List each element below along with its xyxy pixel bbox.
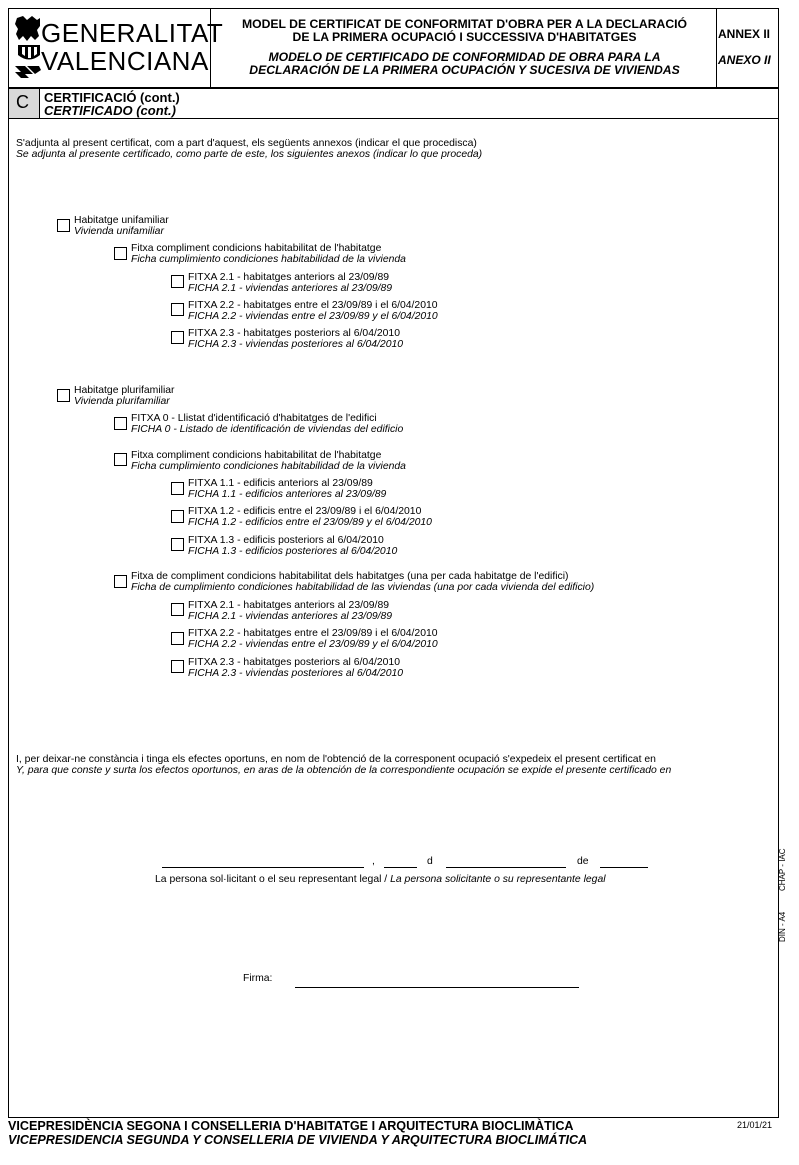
checkbox-fitxa-1-3[interactable]	[171, 538, 184, 551]
checkbox-uni-fitxa-2-1[interactable]	[171, 275, 184, 288]
logo-text-line1: GENERALITAT	[41, 18, 224, 48]
pluri-fitxa-2-3-es: FICHA 2.3 - viviendas posteriores al 6/04/2010	[188, 668, 404, 679]
pluri-ficha-edif-es: Ficha cumplimiento condiciones habitabilidad de la vivienda	[131, 461, 406, 472]
uni-ficha-ca: Fitxa compliment condicions habitabilitat de l'habitatge	[131, 243, 382, 254]
pluri-fitxa-2-2-label	[188, 628, 438, 650]
checkbox-plurifamiliar[interactable]	[57, 389, 70, 402]
fitxa-0-es: FICHA 0 - Listado de identificación de viviendas del edificio	[131, 424, 404, 435]
annex-ca: ANNEX II	[718, 27, 771, 41]
fitxa-1-2-ca: FITXA 1.2 - edificis entre el 23/09/89 i el 6/04/2010	[188, 506, 422, 517]
pluri-ficha-edif-ca: Fitxa compliment condicions habitabilitat de l'habitatge	[131, 450, 382, 461]
checkbox-fitxa-1-2[interactable]	[171, 510, 184, 523]
closing-text	[16, 754, 671, 776]
pluri-fitxa-2-1-ca: FITXA 2.1 - habitatges anteriors al 23/09/89	[188, 600, 390, 611]
annex-es: ANEXO II	[718, 53, 771, 67]
uni-ficha-label	[131, 243, 406, 265]
checkbox-pluri-fitxa-2-3[interactable]	[171, 660, 184, 673]
logo-text-line2: VALENCIANA	[41, 46, 209, 76]
closing-ca: I, per deixar-ne constància i tinga els efectes oportuns, en nom de l'obtenció de la corresponent ocupació s'expedeix el present certificat en	[16, 754, 656, 765]
uni-fitxa-2-3-es: FICHA 2.3 - viviendas posteriores al 6/04/2010	[188, 339, 404, 350]
pluri-ficha-viv-ca: Fitxa de compliment condicions habitabilitat dels habitatges (una per cada habitatge de l'edifici)	[131, 571, 569, 582]
uni-fitxa-2-1-es: FICHA 2.1 - viviendas anteriores al 23/09/89	[188, 283, 393, 294]
annex-cell	[716, 8, 779, 88]
unifamiliar-ca: Habitatge unifamiliar	[74, 215, 169, 226]
signatory-caption-ca: La persona sol·licitant o el seu representant legal /	[155, 874, 391, 885]
intro-ca: S'adjunta al present certificat, com a part d'aquest, els següents annexos (indicar el que procedisca)	[16, 138, 477, 149]
signatory-caption	[155, 874, 606, 885]
unifamiliar-es: Vivienda unifamiliar	[74, 226, 164, 237]
title-ca-line2: DE LA PRIMERA OCUPACIÓ I SUCCESSIVA D'HABITATGES	[292, 30, 637, 44]
uni-fitxa-2-2-label	[188, 300, 438, 322]
side-chap-label: CHAP - IAC	[778, 848, 787, 891]
pluri-ficha-viv-label	[131, 571, 594, 593]
checkbox-uni-fitxa-2-3[interactable]	[171, 331, 184, 344]
checkbox-unifamiliar[interactable]	[57, 219, 70, 232]
fitxa-1-3-ca: FITXA 1.3 - edificis posteriors al 6/04/2010	[188, 535, 384, 546]
day-field[interactable]	[384, 867, 417, 868]
fitxa-0-label	[131, 413, 403, 435]
date-de: de	[577, 856, 589, 867]
fitxa-1-2-es: FICHA 1.2 - edificios entre el 23/09/89 y el 6/04/2010	[188, 517, 432, 528]
uni-ficha-es: Ficha cumplimiento condiciones habitabilidad de la vivienda	[131, 254, 406, 265]
pluri-ficha-edif-label	[131, 450, 406, 472]
pluri-fitxa-2-2-ca: FITXA 2.2 - habitatges entre el 23/09/89 i el 6/04/2010	[188, 628, 438, 639]
checkbox-pluri-ficha-edif[interactable]	[114, 453, 127, 466]
intro-es: Se adjunta al presente certificado, como parte de este, los siguientes anexos (indicar lo que proceda)	[16, 149, 483, 160]
plurifamiliar-es: Vivienda plurifamiliar	[74, 396, 170, 407]
uni-fitxa-2-2-ca: FITXA 2.2 - habitatges entre el 23/09/89 i el 6/04/2010	[188, 300, 438, 311]
fitxa-1-2-label	[188, 506, 432, 528]
checkbox-uni-fitxa-2-2[interactable]	[171, 303, 184, 316]
fitxa-1-1-es: FICHA 1.1 - edificios anteriores al 23/09/89	[188, 489, 387, 500]
footer-date: 21/01/21	[737, 1120, 773, 1130]
pluri-fitxa-2-3-ca: FITXA 2.3 - habitatges posteriors al 6/04/2010	[188, 657, 400, 668]
uni-fitxa-2-3-label	[188, 328, 403, 350]
section-title-es: CERTIFICADO (cont.)	[44, 103, 176, 118]
side-din-label: DIN - A4	[778, 911, 787, 942]
plurifamiliar-label	[74, 385, 175, 407]
unifamiliar-label	[74, 215, 169, 237]
checkbox-uni-ficha[interactable]	[114, 247, 127, 260]
firma-field[interactable]	[295, 987, 579, 988]
uni-fitxa-2-3-ca: FITXA 2.3 - habitatges posteriors al 6/04/2010	[188, 328, 400, 339]
checkbox-fitxa-1-1[interactable]	[171, 482, 184, 495]
fitxa-1-1-ca: FITXA 1.1 - edificis anteriors al 23/09/89	[188, 478, 373, 489]
footer-ca: VICEPRESIDÈNCIA SEGONA I CONSELLERIA D'HABITATGE I ARQUITECTURA BIOCLIMÀTICA	[8, 1119, 574, 1133]
section-letter: C	[16, 92, 29, 112]
title-spanish	[212, 51, 717, 77]
signatory-caption-es: La persona solicitante o su representante legal	[390, 874, 606, 885]
content-frame	[8, 118, 779, 1118]
title-es-line1: MODELO DE CERTIFICADO DE CONFORMIDAD DE OBRA PARA LA	[268, 50, 661, 64]
fitxa-1-3-es: FICHA 1.3 - edificios posteriores al 6/04/2010	[188, 546, 398, 557]
checkbox-pluri-ficha-viv[interactable]	[114, 575, 127, 588]
plurifamiliar-ca: Habitatge plurifamiliar	[74, 385, 175, 396]
pluri-fitxa-2-3-label	[188, 657, 403, 679]
pluri-ficha-viv-es: Ficha de cumplimiento condiciones habitabilidad de las viviendas (una por cada vivienda del edificio)	[131, 582, 595, 593]
fitxa-0-ca: FITXA 0 - Llistat d'identificació d'habitatges de l'edifici	[131, 413, 377, 424]
date-comma: ,	[372, 856, 375, 867]
month-field[interactable]	[446, 867, 566, 868]
generalitat-logo	[13, 14, 43, 82]
checkbox-pluri-fitxa-2-2[interactable]	[171, 632, 184, 645]
date-d: d	[427, 856, 433, 867]
uni-fitxa-2-1-ca: FITXA 2.1 - habitatges anteriors al 23/09/89	[188, 272, 390, 283]
uni-fitxa-2-2-es: FICHA 2.2 - viviendas entre el 23/09/89 y el 6/04/2010	[188, 311, 438, 322]
fitxa-1-3-label	[188, 535, 397, 557]
closing-es: Y, para que conste y surta los efectos oportunos, en aras de la obtención de la correspondiente ocupación se expide el presente certificado en	[16, 765, 672, 776]
pluri-fitxa-2-2-es: FICHA 2.2 - viviendas entre el 23/09/89 y el 6/04/2010	[188, 639, 438, 650]
pluri-fitxa-2-1-es: FICHA 2.1 - viviendas anteriores al 23/09/89	[188, 611, 393, 622]
firma-label: Firma:	[243, 973, 273, 984]
checkbox-pluri-fitxa-2-1[interactable]	[171, 603, 184, 616]
section-title-ca: CERTIFICACIÓ (cont.)	[44, 90, 180, 105]
pluri-fitxa-2-1-label	[188, 600, 392, 622]
place-field[interactable]	[162, 867, 364, 868]
footer-es: VICEPRESIDENCIA SEGUNDA Y CONSELLERIA DE VIVIENDA Y ARQUITECTURA BIOCLIMÁTICA	[8, 1133, 588, 1147]
fitxa-1-1-label	[188, 478, 386, 500]
title-ca-line1: MODEL DE CERTIFICAT DE CONFORMITAT D'OBRA PER A LA DECLARACIÓ	[241, 17, 687, 31]
checkbox-fitxa-0[interactable]	[114, 417, 127, 430]
title-es-line2: DECLARACIÓN DE LA PRIMERA OCUPACIÓN Y SUCESIVA DE VIVIENDAS	[249, 63, 680, 77]
title-catalan	[212, 18, 717, 44]
uni-fitxa-2-1-label	[188, 272, 392, 294]
coat-of-arms-icon	[13, 14, 43, 82]
year-field[interactable]	[600, 867, 648, 868]
intro-text	[16, 138, 482, 160]
